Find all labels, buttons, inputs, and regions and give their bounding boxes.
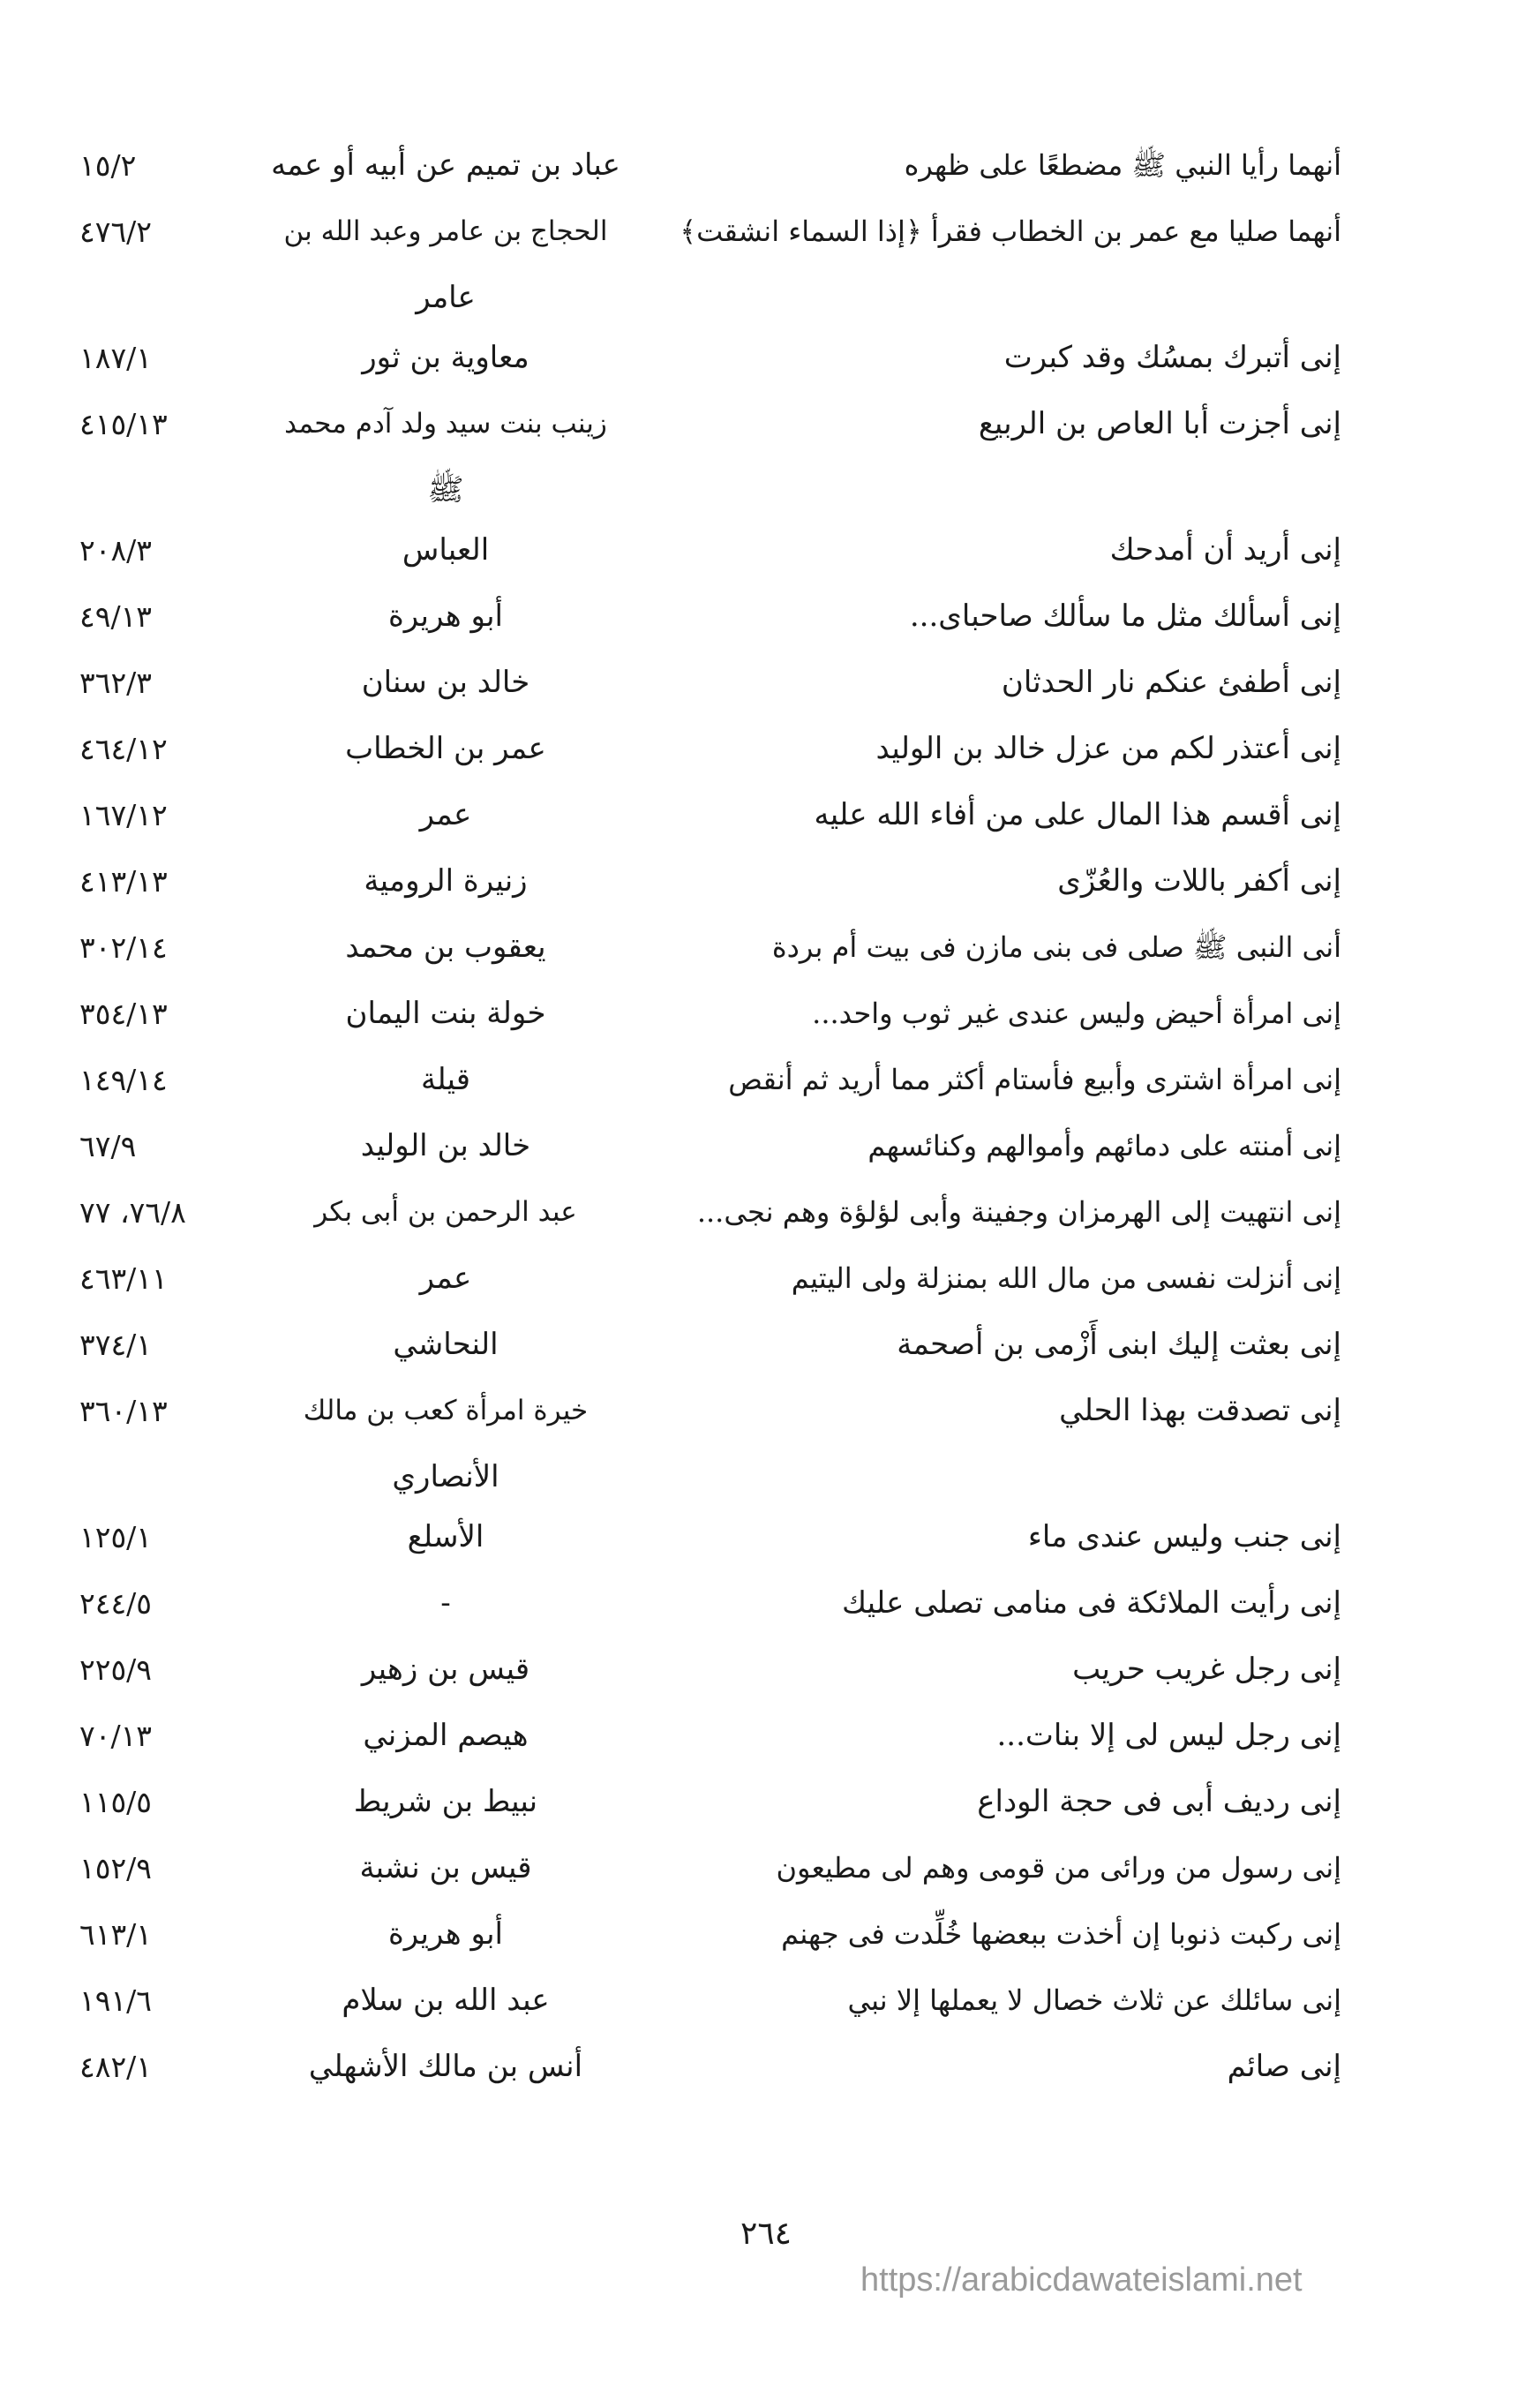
index-row: [79, 391, 1341, 457]
volume-page-ref: ٣٦٢/٣: [79, 666, 153, 700]
index-row-continuation: [79, 457, 1341, 517]
narrator: هيصم المزني: [363, 1718, 529, 1753]
narrator: أبو هريرة: [387, 1916, 503, 1952]
volume-page-ref: ١٩١/٦: [79, 1983, 153, 2018]
volume-page-ref: ٤٨٢/١: [79, 2050, 153, 2084]
hadith-text: إنى أطفئ عنكم نار الحدثان: [1001, 665, 1341, 700]
index-row: [79, 1047, 1341, 1113]
index-row: [79, 650, 1341, 716]
narrator: قيس بن زهير: [361, 1652, 530, 1687]
hadith-text: إنى أمنته على دمائهم وأموالهم وكنائسهم: [867, 1129, 1341, 1163]
index-row: [79, 782, 1341, 848]
volume-page-ref: ٤٦٤/١٢: [79, 732, 168, 766]
index-row: [79, 1637, 1341, 1703]
hadith-text: إنى أسألك مثل ما سألك صاحباى...: [909, 598, 1341, 634]
index-row: [79, 517, 1341, 583]
narrator: عبد الله بن سلام: [342, 1983, 550, 2018]
volume-page-ref: ١٥٢/٩: [79, 1851, 153, 1885]
narrator: عامر: [416, 280, 476, 315]
volume-page-ref: ٣٦٠/١٣: [79, 1394, 168, 1428]
index-row: [79, 1901, 1341, 1968]
hadith-text: أنهما رأيا النبي ﷺ مضطعًا على ظهره: [904, 148, 1341, 182]
index-row: [79, 981, 1341, 1047]
volume-page-ref: ١١٥/٥: [79, 1785, 153, 1819]
volume-page-ref: ٦٧/٩: [79, 1129, 137, 1163]
index-row: [79, 132, 1341, 199]
volume-page-ref: ٧٦/٨، ٧٧: [79, 1195, 186, 1230]
index-row: [79, 1968, 1341, 2034]
hadith-text: إنى امرأة اشترى وأبيع فأستام أكثر مما أريد ثم أنقص: [728, 1063, 1341, 1096]
index-row-continuation: [79, 265, 1341, 325]
volume-page-ref: ١٤٩/١٤: [79, 1063, 168, 1097]
index-row: [79, 716, 1341, 782]
hadith-text: إنى صائم: [1227, 2049, 1341, 2084]
narrator: زنيرة الرومية: [364, 863, 528, 899]
index-row: [79, 1245, 1341, 1312]
narrator: ﷺ: [427, 472, 464, 508]
volume-page-ref: ٢٤٤/٥: [79, 1586, 153, 1621]
hadith-text: أنهما صليا مع عمر بن الخطاب فقرأ ﴿إذا السماء انشقت﴾: [680, 214, 1341, 248]
narrator: خالد بن الوليد: [360, 1128, 531, 1163]
hadith-text: إنى أكفر باللات والعُزّى: [1057, 863, 1341, 899]
index-row: [79, 1769, 1341, 1835]
narrator: الأسلع: [407, 1519, 484, 1554]
narrator: قيلة: [421, 1062, 470, 1097]
index-row: [79, 1570, 1341, 1637]
narrator: العباس: [402, 532, 490, 568]
volume-page-ref: ١٥/٢: [79, 148, 137, 183]
narrator: عمر: [419, 1260, 472, 1296]
narrator: عباد بن تميم عن أبيه أو عمه: [271, 147, 620, 183]
index-row: [79, 1504, 1341, 1570]
narrator: قيس بن نشبة: [359, 1850, 532, 1885]
narrator: زينب بنت سيد ولد آدم محمد: [284, 408, 607, 440]
narrator: أنس بن مالك الأشهلي: [308, 2049, 583, 2084]
hadith-text: إنى امرأة أحيض وليس عندى غير ثوب واحد...: [812, 997, 1341, 1030]
index-row: [79, 1703, 1341, 1769]
index-row: [79, 1378, 1341, 1444]
volume-page-ref: ٤٩/١٣: [79, 599, 153, 634]
narrator: أبو هريرة: [387, 598, 503, 634]
narrator: خيرة امرأة كعب بن مالك: [303, 1395, 589, 1426]
narrator: النحاشي: [393, 1327, 499, 1362]
volume-page-ref: ٣٧٤/١: [79, 1328, 153, 1362]
volume-page-ref: ٢٠٨/٣: [79, 533, 153, 568]
narrator: عمر بن الخطاب: [345, 731, 546, 766]
volume-page-ref: ١٨٧/١: [79, 341, 153, 375]
hadith-text: إنى أنزلت نفسى من مال الله بمنزلة ولى اليتيم: [791, 1261, 1341, 1295]
hadith-text: إنى أعتذر لكم من عزل خالد بن الوليد: [875, 731, 1341, 766]
hadith-text: إنى بعثت إليك ابنى أَزْمى بن أصحمة: [897, 1327, 1341, 1362]
index-row: [79, 583, 1341, 650]
volume-page-ref: ٣٥٤/١٣: [79, 997, 168, 1031]
watermark-url: https://arabicdawateislami.net: [860, 2261, 1303, 2299]
hadith-text: إنى أريد أن أمدحك: [1109, 532, 1341, 568]
volume-page-ref: ١٦٧/١٢: [79, 798, 168, 832]
volume-page-ref: ٤١٥/١٣: [79, 407, 168, 441]
hadith-text: إنى أتبرك بمسُك وقد كبرت: [1003, 340, 1341, 375]
index-row: [79, 199, 1341, 265]
volume-page-ref: ٧٠/١٣: [79, 1719, 153, 1753]
volume-page-ref: ٤٧٦/٢: [79, 214, 153, 249]
volume-page-ref: ٦١٣/١: [79, 1917, 153, 1952]
index-row: [79, 914, 1341, 981]
narrator: عمر: [419, 797, 472, 832]
narrator: يعقوب بن محمد: [345, 929, 546, 965]
volume-page-ref: ١٢٥/١: [79, 1520, 153, 1554]
hadith-text: إنى تصدقت بهذا الحلي: [1059, 1393, 1341, 1428]
hadith-text: أنى النبى ﷺ صلى فى بنى مازن فى بيت أم بردة: [771, 930, 1341, 964]
hadith-text: إنى ركبت ذنوبا إن أخذت ببعضها خُلِّدت فى جهنم: [781, 1917, 1341, 1951]
index-row-continuation: [79, 1444, 1341, 1504]
index-row: [79, 1179, 1341, 1245]
hadith-index-table: [79, 132, 1341, 2100]
hadith-text: إنى رديف أبى فى حجة الوداع: [977, 1784, 1341, 1819]
narrator: معاوية بن ثور: [362, 340, 529, 375]
narrator: الحجاج بن عامر وعبد الله بن: [283, 215, 608, 247]
volume-page-ref: ٤٦٣/١١: [79, 1261, 168, 1296]
narrator: الأنصاري: [392, 1459, 499, 1494]
hadith-text: إنى أجزت أبا العاص بن الربيع: [978, 406, 1341, 441]
hadith-text: إنى رجل غريب حريب: [1072, 1652, 1341, 1687]
hadith-text: إنى أقسم هذا المال على من أفاء الله عليه: [814, 797, 1341, 832]
hadith-text: إنى انتهيت إلى الهرمزان وجفينة وأبى لؤلؤة وهم نجى...: [696, 1195, 1341, 1229]
hadith-text: إنى جنب وليس عندى ماء: [1027, 1519, 1341, 1554]
index-row: [79, 325, 1341, 391]
narrator: نبيط بن شريط: [353, 1784, 538, 1819]
hadith-text: إنى سائلك عن ثلاث خصال لا يعملها إلا نبي: [847, 1983, 1341, 2017]
volume-page-ref: ٤١٣/١٣: [79, 864, 168, 899]
index-row: [79, 848, 1341, 914]
page-number: ٢٦٤: [740, 2216, 792, 2252]
volume-page-ref: ٢٢٥/٩: [79, 1652, 153, 1687]
narrator: خولة بنت اليمان: [345, 996, 546, 1031]
narrator: خالد بن سنان: [361, 665, 530, 700]
index-row: [79, 1835, 1341, 1901]
index-row: [79, 1113, 1341, 1179]
hadith-text: إنى رجل ليس لى إلا بنات...: [996, 1718, 1341, 1753]
index-row: [79, 1312, 1341, 1378]
hadith-text: إنى رأيت الملائكة فى منامى تصلى عليك: [842, 1585, 1341, 1621]
volume-page-ref: ٣٠٢/١٤: [79, 930, 168, 965]
hadith-text: إنى رسول من ورائى من قومى وهم لى مطيعون: [776, 1851, 1341, 1885]
narrator: عبد الرحمن بن أبى بكر: [314, 1196, 577, 1228]
index-row: [79, 2034, 1341, 2100]
narrator: -: [440, 1585, 451, 1621]
